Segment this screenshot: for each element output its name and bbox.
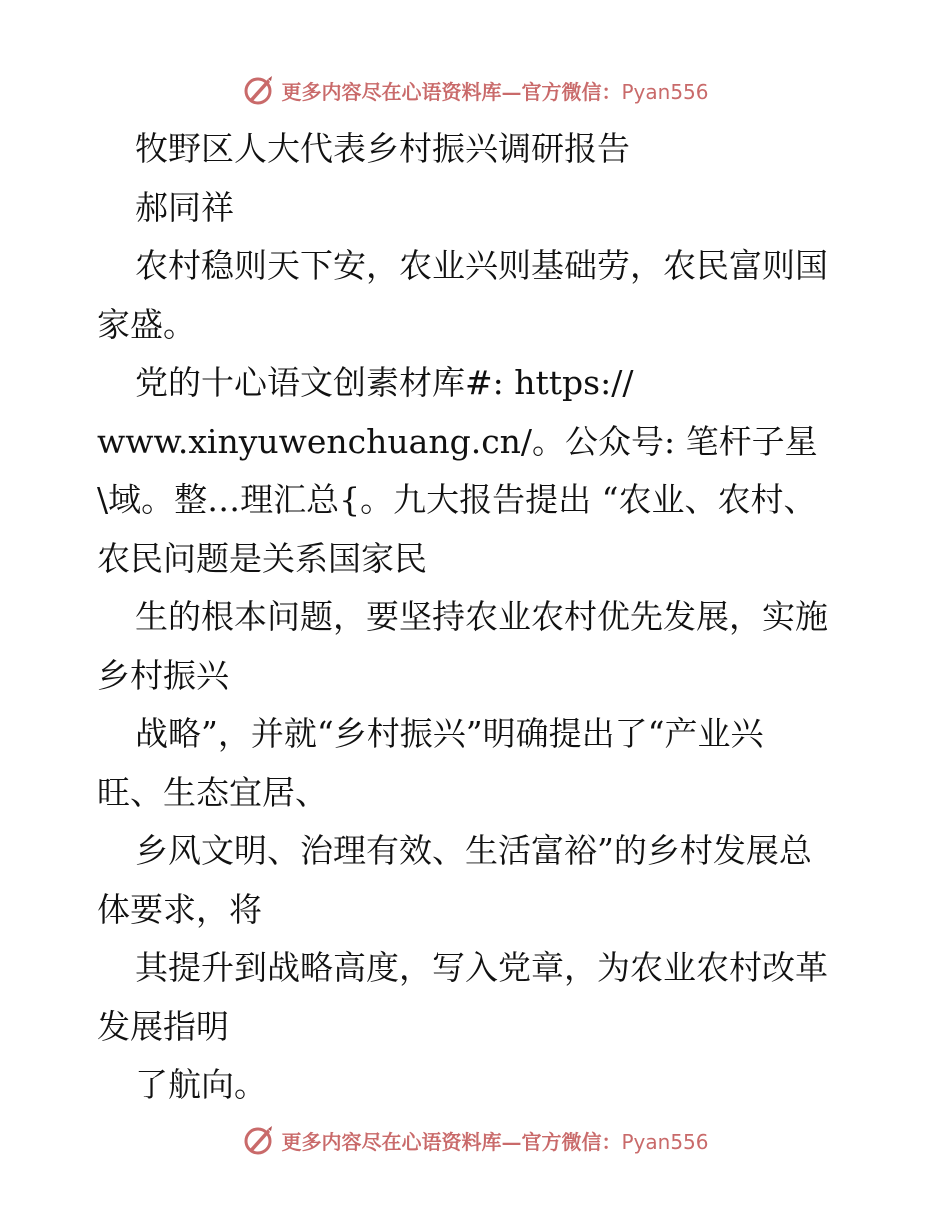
watermark-text <box>281 76 708 105</box>
watermark-wechat-label: 官方微信： <box>521 1129 622 1154</box>
watermark-wechat-id: Pyan556 <box>621 79 709 104</box>
paragraph-line: 其提升到战略高度，写入党章，为农业农村改革 <box>135 948 828 987</box>
paragraph-line: 生的根本问题，要坚持农业农村优先发展，实施 <box>135 597 828 636</box>
paragraph-line: 乡村振兴 <box>97 655 229 695</box>
quill-pen-logo-icon <box>241 73 275 107</box>
paragraph-line: 发展指明 <box>97 1006 229 1046</box>
watermark-separator: — <box>501 79 522 104</box>
quill-pen-logo-icon <box>241 1123 275 1157</box>
paragraph-line: 家盛。 <box>97 304 196 344</box>
document-body <box>97 120 857 1115</box>
paragraph-line: 战略”，并就“乡村振兴”明确提出了“产业兴 <box>135 714 764 753</box>
watermark-banner-top <box>0 72 950 108</box>
watermark-brand: 更多内容尽在心语资料库 <box>281 1129 502 1154</box>
paragraph-line: 乡风文明、治理有效、生活富裕”的乡村发展总 <box>135 831 812 870</box>
paragraph-line: \域。整…理汇总{。九大报告提出 “农业、农村、 <box>97 480 817 519</box>
paragraph-line: 党的十心语文创素材库#: https:// <box>135 363 634 402</box>
paragraph-line: 了航向。 <box>135 1065 267 1104</box>
watermark-text <box>281 1126 708 1155</box>
paragraph-line: 体要求，将 <box>97 889 262 929</box>
document-author: 郝同祥 <box>135 187 234 227</box>
watermark-wechat-label: 官方微信： <box>521 79 622 104</box>
paragraph-line: 农村稳则天下安，农业兴则基础劳，农民富则国 <box>135 246 828 285</box>
paragraph-line: 农民问题是关系国家民 <box>97 538 427 578</box>
watermark-banner-bottom <box>0 1122 950 1158</box>
paragraph-line: www.xinyuwenchuang.cn/。公众号: 笔杆子星 <box>97 421 818 461</box>
watermark-separator: — <box>501 1129 522 1154</box>
watermark-brand: 更多内容尽在心语资料库 <box>281 79 502 104</box>
document-title: 牧野区人大代表乡村振兴调研报告 <box>135 129 630 168</box>
paragraph-line: 旺、生态宜居、 <box>97 772 328 812</box>
watermark-wechat-id: Pyan556 <box>621 1129 709 1154</box>
